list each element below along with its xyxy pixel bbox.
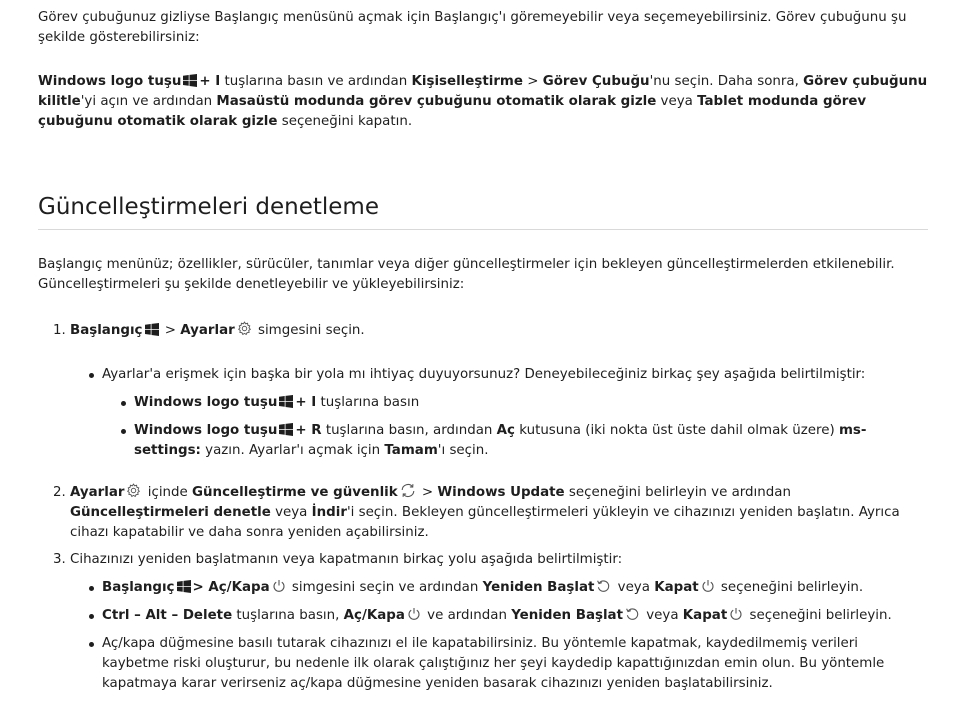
list-item: Ctrl – Alt – Delete tuşlarına basın, Aç/Kapa ve ardından Yeniden Başlat veya Kapat seçeneğini belirleyin. bbox=[70, 606, 928, 626]
step-3: 3. Cihazınızı yeniden başlatmanın veya kapatmanın birkaç yolu aşağıda belirtilmiştir: Başlangıç > Aç/Kapa simgesini seçin ve ardından Yeniden Başlat veya Kapat seçeneğini belirleyin. Ctrl – Alt – Delete tuşlarına basın, Aç/Kapa ve ardından Yeniden Başlat veya Kapat seçeneğini belirleyin. Aç/kapa düğmesine basılı tutarak cihazınızı el ile kapatabilirsiniz. Bu yöntemle kapatmak, kaydedilmemiş verileri kaybetme riski oluşturur, bu nedenle ilk olarak çalıştığınız her şeyi kaydedip kapattığınızdan emin olun. Bu yöntemle kapatmaya karar verirseniz aç/kapa düğmesine yeniden basarak cihazınızı yeniden başlatabilirsiniz. bbox=[38, 550, 928, 694]
windows-logo-icon bbox=[183, 74, 197, 87]
bullet bbox=[89, 614, 94, 619]
steps-list bbox=[38, 321, 928, 694]
bullet bbox=[121, 401, 126, 406]
start-label: Başlangıç bbox=[70, 323, 143, 338]
list-item: Başlangıç > Aç/Kapa simgesini seçin ve ardından Yeniden Başlat veya Kapat seçeneğini belirleyin. bbox=[70, 578, 928, 598]
section-intro: Başlangıç menünüz; özellikler, sürücüler, tanımlar veya diğer güncelleştirmeler için bekleyen güncelleştirmelerden etkilenebilir. Güncelleştirmeleri şu şekilde denetleyebilir ve yükleyebilirsiniz: bbox=[38, 257, 895, 292]
windows-logo-icon bbox=[279, 395, 293, 408]
step-number: 1. bbox=[53, 323, 66, 338]
step-number: 3. bbox=[53, 552, 66, 567]
restart-icon bbox=[596, 579, 611, 593]
plus-i-label: + I bbox=[199, 74, 221, 89]
bullet bbox=[89, 373, 94, 378]
windows-logo-key-label: Windows logo tuşu bbox=[38, 74, 182, 89]
list-item: Ayarlar'a erişmek için başka bir yola mı ihtiyaç duyuyorsunuz? Deneyebileceğiniz birkaç şey aşağıda belirtilmiştir: Windows logo tuşu + I tuşlarına basın Windows logo tuşu + R tuşlarına basın, ardından Aç kutusuna (iki nokta üst üste dahil olmak üzere) ms-settings: yazın. Ayarlar'ı açmak için Tamam'ı seçin. bbox=[70, 365, 928, 461]
bullet bbox=[121, 429, 126, 434]
list-item: Windows logo tuşu + R tuşlarına basın, ardından Aç kutusuna (iki nokta üst üste dahil olmak üzere) ms-settings: yazın. Ayarlar'ı açmak için Tamam'ı seçin. bbox=[102, 421, 928, 461]
personalization-label: Kişiselleştirme bbox=[411, 74, 523, 89]
windows-logo-icon bbox=[145, 323, 159, 336]
power-icon bbox=[407, 607, 421, 621]
settings-label: Ayarlar bbox=[180, 323, 235, 338]
sync-icon bbox=[400, 483, 416, 498]
list-item: Windows logo tuşu + I tuşlarına basın bbox=[102, 393, 928, 413]
windows-logo-icon bbox=[177, 580, 191, 593]
gear-icon bbox=[237, 321, 252, 336]
intro-paragraph: Görev çubuğunuz gizliyse Başlangıç menüsünü açmak için Başlangıç'ı göremeyebilir veya seçemeyebilirsiniz. Görev çubuğunu şu şekilde gösterebilirsiniz: bbox=[38, 10, 907, 45]
taskbar-instructions: Windows logo tuşu + I tuşlarına basın ve ardından Kişiselleştirme > Görev Çubuğu'nu seçin. Daha sonra, Görev çubuğunu kilitle'yi açın ve ardından Masaüstü modunda görev çubuğunu otomatik olarak gizle veya Tablet modunda görev çubuğunu otomatik olarak gizle seçeneğini kapatın. bbox=[38, 74, 928, 129]
section-heading: Güncelleştirmeleri denetleme bbox=[38, 192, 928, 230]
bullet bbox=[89, 586, 94, 591]
power-icon bbox=[729, 607, 743, 621]
auto-hide-tablet-label: Tablet modunda görev çubuğunu otomatik olarak gizle bbox=[38, 94, 867, 129]
lock-taskbar-label: Görev çubuğunu kilitle bbox=[38, 74, 928, 109]
windows-logo-icon bbox=[279, 423, 293, 436]
restart-icon bbox=[625, 607, 640, 621]
restart-options bbox=[70, 578, 928, 694]
taskbar-label: Görev Çubuğu bbox=[542, 74, 650, 89]
step-number: 2. bbox=[53, 485, 66, 500]
list-item: Aç/kapa düğmesine basılı tutarak cihazınızı el ile kapatabilirsiniz. Bu yöntemle kapatmak, kaydedilmemiş verileri kaybetme riski oluşturur, bu nedenle ilk olarak çalıştığınız her şeyi kaydedip kapattığınızdan emin olun. Bu yöntemle kapatmaya karar verirseniz aç/kapa düğmesine yeniden basarak cihazınızı yeniden başlatabilirsiniz. bbox=[70, 634, 928, 694]
step-1: 1. Başlangıç > Ayarlar simgesini seçin. Ayarlar'a erişmek için başka bir yola mı ihtiyaç duyuyorsunuz? Deneyebileceğiniz birkaç şey aşağıda belirtilmiştir: Windows logo tuşu + I tuşlarına basın Windows logo tuşu + R tuşlarına basın, ardından Aç kutusuna (iki nokta üst üste dahil olmak üzere) ms-settings: yazın. Ayarlar'ı açmak için Tamam'ı seçin. bbox=[38, 321, 928, 461]
bullet bbox=[89, 642, 94, 647]
step-1-bullets bbox=[70, 365, 928, 461]
power-icon bbox=[701, 579, 715, 593]
auto-hide-desktop-label: Masaüstü modunda görev çubuğunu otomatik olarak gizle bbox=[216, 94, 657, 109]
article bbox=[38, 8, 928, 694]
settings-alternatives bbox=[102, 393, 928, 461]
gear-icon bbox=[126, 483, 141, 498]
power-icon bbox=[272, 579, 286, 593]
step-2: 2. Ayarlar içinde Güncelleştirme ve güvenlik > Windows Update seçeneğini belirleyin ve ardından Güncelleştirmeleri denetle veya İndir'i seçin. Bekleyen güncelleştirmeleri yükleyin ve cihazınızı yeniden başlatın. Ayrıca cihazı kapatabilir ve daha sonra yeniden açabilirsiniz. bbox=[53, 485, 900, 540]
